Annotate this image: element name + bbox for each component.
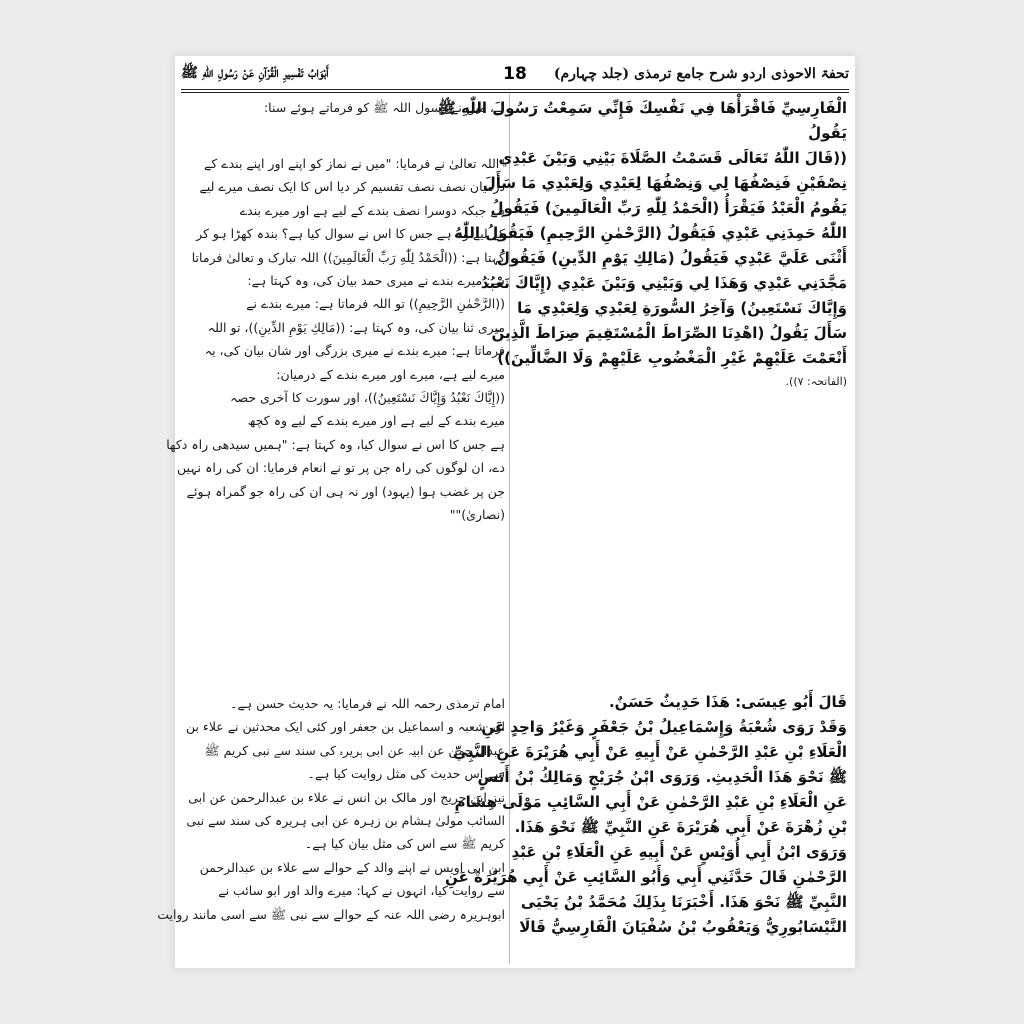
arabic-line: وَقَدْ رَوَى شُعْبَةُ وَإِسْمَاعِيلُ بْنُ جَعْفَرٍ وَغَيْرُ وَاحِدٍ عَنِ	[481, 718, 847, 736]
arabic-line: ((قَالَ اللّٰهُ تَعَالَى قَسَمْتُ الصَّلَاةَ بَيْنِي وَبَيْنَ عَبْدِي	[498, 149, 847, 167]
arabic-line: نِصْفَيْنِ فَنِصْفُهَا لِي وَنِصْفُهَا لِعَبْدِي وَلِعَبْدِي مَا سَأَلَ	[482, 174, 847, 192]
arabic-line: الْعَلَاءِ بْنِ عَبْدِ الرَّحْمٰنِ عَنْ أَبِيهِ عَنْ أَبِي هُرَيْرَةَ عَنِ النَّبِيِّ	[452, 743, 847, 761]
urdu-line: ابن ابی اویس نے اپنے والد کے حوالے سے علاء بن عبدالرحمن	[199, 859, 505, 875]
quran-reference: (الفاتحہ: ۷)).	[785, 375, 847, 388]
arabic-line: بْنِ زُهْرَةَ عَنْ أَبِي هُرَيْرَةَ عَنِ النَّبِيِّ ﷺ نَحْوَ هَذَا.	[514, 818, 847, 836]
arabic-line: مَجَّدَنِي عَبْدِي وَهَذَا لِي وَبَيْنِي وَبَيْنَ عَبْدِي (إِيَّاكَ نَعْبُدُ	[480, 274, 847, 292]
arabic-line: يَقُولُ	[808, 124, 847, 142]
arabic-commentary	[445, 690, 847, 940]
urdu-line: سے روایت کیا، انہوں نے کہا: میرے والد اور ابو سائب نے	[218, 883, 505, 899]
urdu-line: کے لیے وہ ہے جس کا اس نے سوال کیا ہے؟ بندہ کھڑا ہو کر	[196, 226, 505, 242]
urdu-line: ((إِيَّاكَ نَعْبُدُ وَإِيَّاكَ نَسْتَعِينُ))، اور سورت کا آخری حصہ	[230, 390, 505, 406]
urdu-line: سے اس حدیث کی مثل روایت کیا ہے۔	[307, 766, 505, 782]
urdu-commentary	[157, 692, 505, 926]
urdu-line: میری ثنا بیان کی، وہ کہتا ہے: ((مَالِكِ يَوْمِ الدِّينِ))، تو اللہ	[207, 319, 505, 335]
header-chapter-title: أَبْوَابُ تَفْسِيرِ الْقُرْآنِ عَنْ رَسُولِ اللّٰهِ ﷺ	[181, 65, 329, 81]
urdu-line: لے، میں نے رسول اللہ ﷺ کو فرماتے ہوئے سنا:	[263, 100, 505, 115]
urdu-intro	[187, 96, 505, 119]
arabic-line: سَأَلَ يَقُولُ (اهْدِنَا الصِّرَاطَ الْمُسْتَقِيمَ صِرَاطَ الَّذِينَ	[491, 324, 847, 342]
urdu-line: "اللہ تعالیٰ نے فرمایا: "میں نے نماز کو اپنے اور اپنے بندے کے	[204, 156, 505, 171]
arabic-line: النَّيْسَابُورِيُّ وَيَعْقُوبُ بْنُ سُفْيَانَ الْفَارِسِيُّ قَالَا	[519, 918, 847, 936]
arabic-line: يَقُومُ الْعَبْدُ فَيَقْرَأُ (الْحَمْدُ لِلّٰهِ رَبِّ الْعَالَمِينَ) فَيَقُولُ	[490, 199, 847, 217]
arabic-hadith-text	[437, 96, 847, 393]
urdu-line: میرے بندے کے لیے ہے اور میرے بندے کے لیے وہ کچھ	[247, 413, 505, 429]
urdu-line: کریم ﷺ سے اس کی مثل بیان کیا ہے۔	[304, 836, 505, 852]
arabic-line: ﷺ نَحْوَ هَذَا الْحَدِيثِ. وَرَوَى ابْنُ جُرَيْجٍ وَمَالِكُ بْنُ أَنَسٍ	[477, 768, 847, 786]
header-rule	[181, 89, 849, 90]
urdu-hadith-translation	[166, 152, 505, 527]
arabic-line: الرَّحْمٰنِ قَالَ حَدَّثَنِي أَبِي وَأَبُو السَّائِبِ عَنْ أَبِي هُرَيْرَةَ عَنِ	[445, 868, 847, 886]
urdu-line: ہے جس کا اس نے سوال کیا، وہ کہتا ہے: "ہمیں سیدھی راہ دکھا	[166, 436, 505, 452]
page-number: 18	[503, 64, 527, 84]
urdu-line: درمیان نصف نصف تقسیم کر دیا اس کا ایک نصف میرے لیے	[199, 179, 505, 195]
urdu-line: ہے: میرے بندے نے میری حمد بیان کی، وہ کہتا ہے:	[247, 273, 505, 289]
arabic-line: أَنْعَمْتَ عَلَيْهِمْ غَيْرِ الْمَغْضُوبِ عَلَيْهِمْ وَلَا الضَّالِّينَ))	[497, 349, 847, 367]
urdu-column	[157, 96, 505, 968]
urdu-line: فرماتا ہے: میرے بندے نے میری بزرگی اور شان بیان کی، یہ	[204, 343, 505, 359]
urdu-line: ہے جبکہ دوسرا نصف بندے کے لیے ہے اور میرے بندے	[239, 202, 505, 218]
urdu-line: (نصاریٰ)""	[449, 507, 505, 523]
urdu-line: ابوہریرہ رضی اللہ عنہ کے حوالے سے نبی ﷺ سے اسی مانند روایت	[157, 906, 505, 922]
header-rule-secondary	[181, 92, 849, 93]
arabic-line: أَثْنَى عَلَيَّ عَبْدِي فَيَقُولُ (مَالِكِ يَوْمِ الدِّينِ) فَيَقُولُ	[496, 249, 847, 267]
urdu-line: اور شعبہ و اسماعیل بن جعفر اور کئی ایک محدثین نے علاء بن	[185, 719, 505, 735]
urdu-line: نیز ابن جریج اور مالک بن انس نے علاء بن عبدالرحمن عن ابی	[188, 789, 505, 805]
urdu-line: دے، ان لوگوں کی راہ جن پر تو نے انعام فرمایا: ان کی راہ نہیں	[177, 460, 505, 476]
arabic-line: قَالَ أَبُو عِيسَى: هَذَا حَدِيثٌ حَسَنٌ.	[608, 693, 847, 711]
arabic-line: وَإِيَّاكَ نَسْتَعِينُ) وَآخِرُ السُّورَةِ لِعَبْدِي وَلِعَبْدِي مَا	[517, 299, 847, 317]
urdu-line: ((الرَّحْمٰنِ الرَّحِيمِ)) تو اللہ فرماتا ہے: میرے بندے نے	[246, 296, 505, 312]
urdu-line: عبدالرحمن عن ابیہ عن ابی ہریرہ کی سند سے نبی کریم ﷺ	[204, 742, 505, 758]
header-book-title: تحفۃ الاحوذی اردو شرح جامع ترمذی (جلد چہارم)	[553, 66, 849, 82]
arabic-line: عَنِ الْعَلَاءِ بْنِ عَبْدِ الرَّحْمٰنِ عَنْ أَبِي السَّائِبِ مَوْلَى هِشَامِ	[454, 793, 847, 811]
urdu-line: میرے لیے ہے، میرے اور میرے بندے کے درمیان:	[276, 366, 505, 382]
arabic-line: اللّٰهُ حَمِدَنِي عَبْدِي فَيَقُولُ (الرَّحْمٰنِ الرَّحِيمِ) فَيَقُولُ اللّٰهُ	[454, 224, 847, 242]
urdu-line: امام ترمذی رحمہ اللہ نے فرمایا: یہ حدیث حسن ہے۔	[230, 696, 505, 711]
urdu-line: جن پر غضب ہوا (یہود) اور نہ ہی ان کی راہ جو گمراہ ہوئے	[186, 483, 505, 499]
urdu-line: السائب مولیٰ ہشام بن زہرہ عن ابی ہریرہ کی سند سے نبی	[186, 813, 505, 829]
page-header	[181, 60, 849, 88]
book-page	[157, 56, 855, 968]
arabic-line: النَّبِيِّ ﷺ نَحْوَ هَذَا. أَخْبَرَنَا بِذَلِكَ مُحَمَّدُ بْنُ يَحْيَى	[520, 893, 847, 911]
arabic-line: وَرَوَى ابْنُ أَبِي أُوَيْسٍ عَنْ أَبِيهِ عَنِ الْعَلَاءِ بْنِ عَبْدِ	[511, 843, 847, 861]
urdu-line: کہتا ہے: ((الْحَمْدُ لِلّٰهِ رَبِّ الْعَالَمِينَ)) اللہ تبارک و تعالیٰ فرماتا	[191, 249, 505, 265]
arabic-line: الْفَارِسِيِّ فَاقْرَأْهَا فِي نَفْسِكَ فَإِنِّي سَمِعْتُ رَسُولَ اللّٰهِ ﷺ	[437, 99, 847, 117]
